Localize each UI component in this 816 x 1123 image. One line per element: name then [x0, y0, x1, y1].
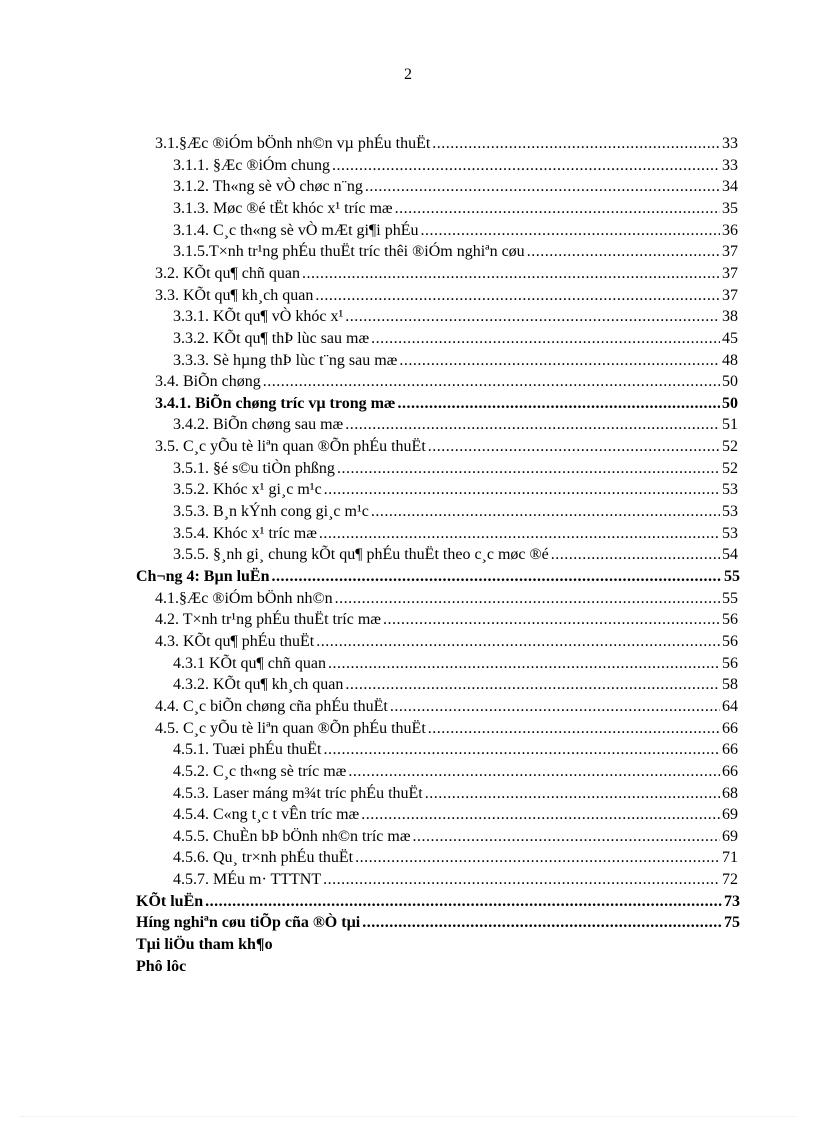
toc-entry-page: 52: [722, 438, 738, 456]
toc-entry-label: 3.5.1. §é s©u tiÒn phßng: [173, 459, 335, 477]
toc-entry-page: 53: [722, 524, 738, 542]
toc-dot-leader: [324, 479, 720, 501]
toc-entry-page: 35: [722, 199, 738, 217]
toc-dot-leader: [383, 609, 720, 631]
toc-entry-label: 3.1.3. Møc ®é tËt khóc x¹ tríc mæ: [173, 199, 393, 217]
toc-entry: [155, 718, 738, 740]
toc-entry-label: 3.4.1. BiÕn chøng tríc vµ trong mæ: [155, 394, 396, 412]
toc-dot-leader: [428, 718, 720, 740]
toc-entry: [136, 956, 436, 978]
toc-dot-leader: [371, 501, 720, 523]
toc-entry: [136, 891, 740, 913]
toc-entry-page: 50: [722, 394, 738, 412]
toc-dot-leader: [348, 761, 720, 783]
toc-dot-leader: [205, 891, 722, 913]
toc-entry: [136, 934, 436, 956]
toc-entry-page: 33: [722, 156, 738, 174]
toc-entry-label: 3.5. C¸c yÕu tè liªn quan ®Õn phÉu thuËt: [155, 438, 426, 456]
toc-entry-label: 4.3.2. KÕt qu¶ kh¸ch quan: [173, 676, 344, 694]
toc-entry-label: 3.5.4. Khóc x¹ tríc mæ: [173, 524, 317, 542]
toc-entry: [155, 631, 738, 653]
toc-entry: [155, 371, 738, 393]
toc-entry-label: 3.5.2. Khóc x¹ gi¸c m¹c: [173, 481, 322, 499]
toc-entry: [173, 739, 738, 761]
toc-entry-page: 53: [722, 481, 738, 499]
toc-entry-page: 66: [722, 762, 738, 780]
toc-entry: [173, 306, 738, 328]
toc-entry-label: 3.1.2. Th«ng sè vÒ chøc n¨ng: [173, 178, 363, 196]
toc-entry-page: 66: [722, 741, 738, 759]
toc-entry: [173, 155, 738, 177]
toc-entry-page: 53: [722, 503, 738, 521]
toc-dot-leader: [345, 674, 720, 696]
toc-entry: [155, 263, 738, 285]
toc-entry-label: 3.3. KÕt qu¶ kh¸ch quan: [155, 286, 314, 304]
toc-entry: [173, 501, 738, 523]
toc-entry: [155, 133, 738, 155]
toc-dot-leader: [328, 653, 720, 675]
toc-entry-page: 37: [722, 286, 738, 304]
toc-entry-label: KÕt luËn: [136, 892, 204, 910]
toc-entry: [173, 674, 738, 696]
toc-entry-label: Híng nghiªn cøu tiÕp cña ®Ò tµi: [136, 914, 361, 932]
toc-entry-page: 71: [722, 849, 738, 867]
toc-entry-label: 4.4. C¸c biÕn chøng cña phÉu thuËt: [155, 697, 388, 715]
toc-entry: [173, 544, 738, 566]
toc-entry: [173, 328, 738, 350]
toc-entry-label: 3.1.4. C¸c th«ng sè vÒ mÆt gi¶i phÉu: [173, 221, 419, 239]
toc-dot-leader: [551, 544, 720, 566]
toc-entry-label: Ch¬ng 4: Bµn luËn: [136, 568, 270, 585]
page-edge-divider: [20, 1116, 796, 1117]
toc-entry: [155, 609, 738, 631]
page-number: 2: [404, 66, 412, 83]
toc-entry-page: 34: [722, 178, 738, 196]
toc-dot-leader: [345, 414, 720, 436]
toc-entry: [155, 588, 738, 610]
toc-entry-label: 4.5.7. MÉu m· TTTNT: [173, 871, 322, 889]
toc-entry-label: 4.1.§Æc ®iÓm bÖnh nh©n: [155, 589, 333, 607]
toc-dot-leader: [420, 220, 720, 242]
toc-entry-label: 3.4.2. BiÕn chøng sau mæ: [173, 416, 344, 434]
toc-entry-label: 4.2. T×nh tr¹ng phÉu thuËt tríc mæ: [155, 611, 381, 629]
toc-entry-page: 36: [722, 221, 738, 239]
toc-dot-leader: [332, 155, 720, 177]
toc-entry-label: 3.1.5.T×nh tr¹ng phÉu thuËt tríc thêi ®iÓm nghiªn cøu: [173, 243, 525, 261]
toc-entry: [173, 414, 738, 436]
toc-dot-leader: [428, 436, 720, 458]
toc-entry-page: 75: [724, 914, 740, 932]
toc-entry: [173, 479, 738, 501]
toc-entry-label: 3.3.1. KÕt qu¶ vÒ khóc x¹: [173, 308, 344, 326]
toc-entry: [173, 523, 738, 545]
toc-entry: [173, 198, 738, 220]
toc-entry-label: 3.3.3. Sè hµng thÞ lùc t¨ng sau mæ: [173, 351, 398, 369]
toc-entry-page: 37: [722, 243, 738, 261]
toc-dot-leader: [527, 241, 720, 263]
toc-entry-page: 54: [722, 546, 738, 564]
toc-entry-page: 55: [722, 589, 738, 607]
toc-entry-page: 58: [722, 676, 738, 694]
toc-entry-page: 72: [722, 871, 738, 889]
toc-dot-leader: [345, 306, 720, 328]
toc-entry: [155, 285, 738, 307]
toc-entry: [155, 696, 738, 718]
toc-dot-leader: [425, 783, 720, 805]
toc-entry-label: 4.3.1 KÕt qu¶ chñ quan: [173, 654, 327, 672]
toc-entry-page: 51: [722, 416, 738, 434]
toc-dot-leader: [362, 912, 722, 934]
toc-dot-leader: [316, 631, 720, 653]
toc-entry-label: 3.5.5. §¸nh gi¸ chung kÕt qu¶ phÉu thuËt theo c¸c møc ®é: [173, 546, 549, 564]
toc-dot-leader: [272, 566, 723, 588]
toc-entry: [173, 804, 738, 826]
toc-entry: [173, 653, 738, 675]
toc-dot-leader: [365, 176, 720, 198]
toc-entry: [173, 458, 738, 480]
toc-entry-page: 68: [722, 784, 738, 802]
toc-entry-page: 33: [722, 135, 738, 152]
toc-entry-page: 48: [722, 351, 738, 369]
toc-entry-page: 56: [722, 611, 738, 629]
toc-entry: [173, 176, 738, 198]
toc-entry-label: 3.5.3. B¸n kÝnh cong gi¸c m¹c: [173, 503, 369, 521]
toc-dot-leader: [371, 328, 720, 350]
toc-entry-label: 4.5.4. C«ng t¸c t vÊn tríc mæ: [173, 806, 360, 824]
toc-dot-leader: [337, 458, 720, 480]
toc-dot-leader: [432, 133, 720, 155]
toc-entry: [136, 912, 740, 934]
toc-entry-label: 4.5.1. Tuæi phÉu thuËt: [173, 741, 322, 759]
toc-entry: [173, 847, 738, 869]
toc-entry-page: 64: [722, 697, 738, 715]
toc-entry-page: 56: [722, 654, 738, 672]
toc-entry: [173, 220, 738, 242]
toc-entry-label: 3.2. KÕt qu¶ chñ quan: [155, 264, 301, 282]
toc-entry: [136, 566, 740, 588]
toc-entry-page: 66: [722, 719, 738, 737]
toc-dot-leader: [399, 350, 720, 372]
toc-dot-leader: [395, 198, 720, 220]
toc-entry: [155, 436, 738, 458]
toc-entry-page: 52: [722, 459, 738, 477]
toc-entry-label: 3.4. BiÕn chøng: [155, 373, 261, 391]
toc-entry: [173, 761, 738, 783]
toc-entry-label: Phô lôc: [136, 957, 187, 975]
toc-entry-page: 38: [722, 308, 738, 326]
toc-dot-leader: [263, 371, 720, 393]
toc-dot-leader: [390, 696, 720, 718]
toc-entry: [173, 826, 738, 848]
toc-dot-leader: [355, 847, 720, 869]
toc-entry-page: 56: [722, 632, 738, 650]
toc-entry-label: 4.5. C¸c yÕu tè liªn quan ®Õn phÉu thuËt: [155, 719, 426, 737]
toc-entry-page: 69: [722, 827, 738, 845]
toc-entry-page: 50: [722, 373, 738, 391]
toc-entry: [173, 869, 738, 891]
toc-entry-label: 4.5.5. ChuÈn bÞ bÖnh nh©n tríc mæ: [173, 827, 411, 845]
toc-dot-leader: [397, 393, 720, 415]
toc-entry-label: 4.3. KÕt qu¶ phÉu thuËt: [155, 632, 315, 650]
toc-dot-leader: [335, 588, 720, 610]
toc-dot-leader: [302, 263, 720, 285]
toc-dot-leader: [413, 826, 721, 848]
toc-entry: [173, 350, 738, 372]
toc-entry: [155, 393, 738, 415]
toc-dot-leader: [323, 739, 720, 761]
toc-entry-label: 3.3.2. KÕt qu¶ thÞ lùc sau mæ: [173, 329, 370, 347]
toc-entry-label: Tµi liÖu tham kh¶o: [136, 936, 273, 954]
toc-dot-leader: [315, 285, 720, 307]
toc-entry-page: 37: [722, 264, 738, 282]
toc-entry-label: 4.5.6. Qu¸ tr×nh phÉu thuËt: [173, 849, 354, 867]
toc-entry-page: 69: [722, 806, 738, 824]
toc-entry-label: 4.5.3. Laser máng m¾t tríc phÉu thuËt: [173, 784, 423, 802]
toc-dot-leader: [323, 869, 720, 891]
toc-dot-leader: [361, 804, 720, 826]
toc-entry-page: 45: [722, 329, 738, 347]
toc-entry-page: 73: [724, 892, 740, 910]
toc-entry-page: 55: [724, 568, 740, 585]
toc-entry-label: 4.5.2. C¸c th«ng sè tríc mæ: [173, 762, 347, 780]
toc-entry-label: 3.1.§Æc ®iÓm bÖnh nh©n vµ phÉu thuËt: [155, 135, 431, 152]
toc-entry: [173, 783, 738, 805]
toc-entry-label: 3.1.1. §Æc ®iÓm chung: [173, 156, 331, 174]
toc-dot-leader: [319, 523, 720, 545]
toc-entry: [173, 241, 738, 263]
